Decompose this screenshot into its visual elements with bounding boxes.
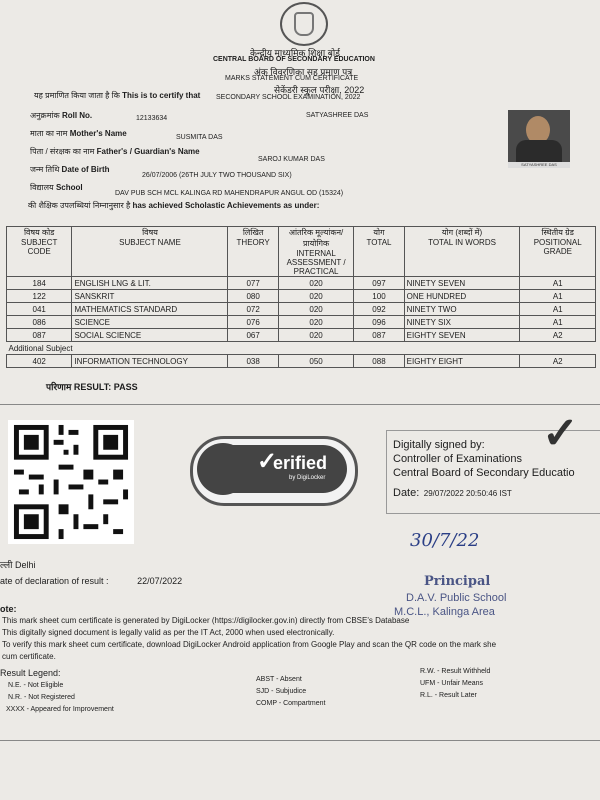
principal-school: D.A.V. Public School: [406, 592, 507, 604]
signature-date-line: Date: 29/07/2022 20:50:46 IST: [393, 487, 512, 499]
divider: [0, 740, 600, 741]
header-theory: लिखित THEORY: [228, 227, 278, 277]
legend-item: N.R. - Not Registered: [8, 694, 75, 701]
mother-label: माता का नाम Mother's Name: [30, 129, 127, 138]
result-line: परिणाम RESULT: PASS: [46, 382, 138, 392]
header-total: योग TOTAL: [354, 227, 404, 277]
divider: [0, 404, 600, 405]
legend-item: R.W. - Result Withheld: [420, 668, 491, 675]
roll-label: अनुक्रमांक Roll No.: [30, 111, 93, 120]
total-marks: 100: [354, 290, 404, 303]
note-line: This mark sheet cum certificate is generated by DigiLocker (https://digilocker.gov.in) directly from CBSE's Database: [2, 616, 410, 625]
digilocker-verified-badge: [190, 436, 358, 506]
note-line: cum certificate.: [2, 652, 56, 661]
hindi-exam: सेकेंडरी स्कूल परीक्षा, 2022: [274, 85, 365, 95]
internal-marks: 020: [278, 277, 354, 290]
grade: A1: [520, 316, 596, 329]
qr-code-icon: [8, 420, 134, 544]
subject-name: ENGLISH LNG & LIT.: [72, 277, 228, 290]
legend-item: XXXX - Appeared for Improvement: [6, 706, 114, 713]
theory-marks: 072: [228, 303, 278, 316]
header-total-words: योग (शब्दों में) TOTAL IN WORDS: [404, 227, 520, 277]
student-photo: SATYASHREE DAS: [508, 110, 570, 168]
grade: A1: [520, 290, 596, 303]
total-in-words: EIGHTY EIGHT: [404, 355, 520, 368]
legend-item: N.E. - Not Eligible: [8, 682, 64, 689]
grade: A1: [520, 277, 596, 290]
table-row: [7, 316, 596, 329]
subject-name: SCIENCE: [72, 316, 228, 329]
signer-org: Central Board of Secondary Educatio: [393, 467, 575, 479]
board-name: CENTRAL BOARD OF SECONDARY EDUCATION: [213, 56, 375, 63]
legend-item: ABST - Absent: [256, 676, 302, 683]
table-row: [7, 329, 596, 342]
note-line: To verify this mark sheet cum certificate, download DigiLocker Android application from Google Play and scan the QR code on the mark she: [2, 640, 497, 649]
total-in-words: ONE HUNDRED: [404, 290, 520, 303]
total-marks: 087: [354, 329, 404, 342]
subject-code: 086: [7, 316, 72, 329]
signer-title: Controller of Examinations: [393, 453, 523, 465]
legend-item: R.L. - Result Later: [420, 692, 477, 699]
internal-marks: 020: [278, 303, 354, 316]
father-name: SAROJ KUMAR DAS: [258, 156, 325, 163]
cbse-emblem-icon: [280, 2, 328, 46]
mother-name: SUSMITA DAS: [176, 134, 223, 141]
subject-name: INFORMATION TECHNOLOGY: [72, 355, 228, 368]
internal-marks: 050: [278, 355, 354, 368]
theory-marks: 077: [228, 277, 278, 290]
grade: A1: [520, 303, 596, 316]
note-line: This digitally signed document is legally valid as per the IT Act, 2000 when used electronically.: [2, 628, 335, 637]
exam-name: SECONDARY SCHOOL EXAMINATION, 2022: [216, 94, 361, 101]
achievement-line: की शैक्षिक उपलब्धियां निम्नानुसार है has achieved Scholastic Achievements as under:: [28, 201, 320, 210]
total-in-words: NINETY TWO: [404, 303, 520, 316]
signed-by-label: Digitally signed by:: [393, 439, 485, 451]
table-row-additional: [7, 355, 596, 368]
place: ल्ली Delhi: [0, 560, 36, 570]
grade: A2: [520, 329, 596, 342]
hindi-board-title: केन्द्रीय माध्यमिक शिक्षा बोर्ड: [250, 48, 340, 58]
subject-code: 087: [7, 329, 72, 342]
legend-item: SJD - Subjudice: [256, 688, 307, 695]
header-grade: स्थितीय ग्रेड POSITIONAL GRADE: [520, 227, 596, 277]
internal-marks: 020: [278, 290, 354, 303]
theory-marks: 080: [228, 290, 278, 303]
hindi-subtitle: अंक विवरणिका सह प्रमाण पत्र: [254, 67, 353, 77]
header-internal: आंतरिक मूल्यांकन/प्रायोगिक INTERNAL ASSESSMENT / PRACTICAL: [278, 227, 354, 277]
verified-text: erified: [273, 453, 328, 473]
marks-table: [6, 226, 596, 368]
header-subject-code: विषय कोड SUBJECT CODE: [7, 227, 72, 277]
internal-marks: 020: [278, 329, 354, 342]
total-marks: 096: [354, 316, 404, 329]
subject-name: MATHEMATICS STANDARD: [72, 303, 228, 316]
total-marks: 097: [354, 277, 404, 290]
school-name: DAV PUB SCH MCL KALINGA RD MAHENDRAPUR ANGUL OD (15324): [115, 190, 344, 197]
table-row: [7, 303, 596, 316]
subject-name: SANSKRIT: [72, 290, 228, 303]
subject-code: 402: [7, 355, 72, 368]
subject-code: 184: [7, 277, 72, 290]
principal-signature: 30/7/22: [410, 530, 480, 551]
declaration-line: ate of declaration of result : 22/07/2022: [0, 576, 183, 586]
theory-marks: 038: [228, 355, 278, 368]
dob-value: 26/07/2006 (26TH JULY TWO THOUSAND SIX): [142, 172, 292, 179]
note-label: ote:: [0, 604, 17, 614]
additional-subject-label-row: [7, 342, 596, 355]
header-subject-name: विषय SUBJECT NAME: [72, 227, 228, 277]
internal-marks: 020: [278, 316, 354, 329]
legend-item: COMP - Compartment: [256, 700, 326, 707]
digilocker-text: by DigiLocker: [289, 475, 326, 481]
subject-code: 122: [7, 290, 72, 303]
table-row: [7, 277, 596, 290]
total-in-words: NINETY SIX: [404, 316, 520, 329]
total-in-words: EIGHTY SEVEN: [404, 329, 520, 342]
subject-code: 041: [7, 303, 72, 316]
dob-label: जन्म तिथि Date of Birth: [30, 165, 110, 174]
student-name: SATYASHREE DAS: [306, 112, 369, 119]
verified-check-icon: ✓: [257, 448, 278, 475]
principal-area: M.C.L., Kalinga Area: [394, 606, 495, 618]
school-label: विद्यालय School: [30, 183, 83, 192]
additional-subject-label: Additional Subject: [8, 343, 73, 353]
grade: A2: [520, 355, 596, 368]
father-label: पिता / संरक्षक का नाम Father's / Guardian's Name: [30, 147, 200, 156]
certificate-title: MARKS STATEMENT CUM CERTIFICATE: [225, 75, 359, 82]
subject-name: SOCIAL SCIENCE: [72, 329, 228, 342]
total-marks: 088: [354, 355, 404, 368]
total-marks: 092: [354, 303, 404, 316]
certify-line: यह प्रमाणित किया जाता है कि This is to certify that: [34, 91, 201, 100]
principal-title: Principal: [424, 574, 491, 589]
legend-label: Result Legend:: [0, 668, 61, 678]
table-header-row: [7, 227, 596, 277]
table-row: [7, 290, 596, 303]
theory-marks: 067: [228, 329, 278, 342]
signature-check-icon: ✓: [542, 409, 579, 458]
legend-item: UFM - Unfair Means: [420, 680, 484, 687]
roll-number: 12133634: [136, 115, 168, 122]
total-in-words: NINETY SEVEN: [404, 277, 520, 290]
theory-marks: 076: [228, 316, 278, 329]
